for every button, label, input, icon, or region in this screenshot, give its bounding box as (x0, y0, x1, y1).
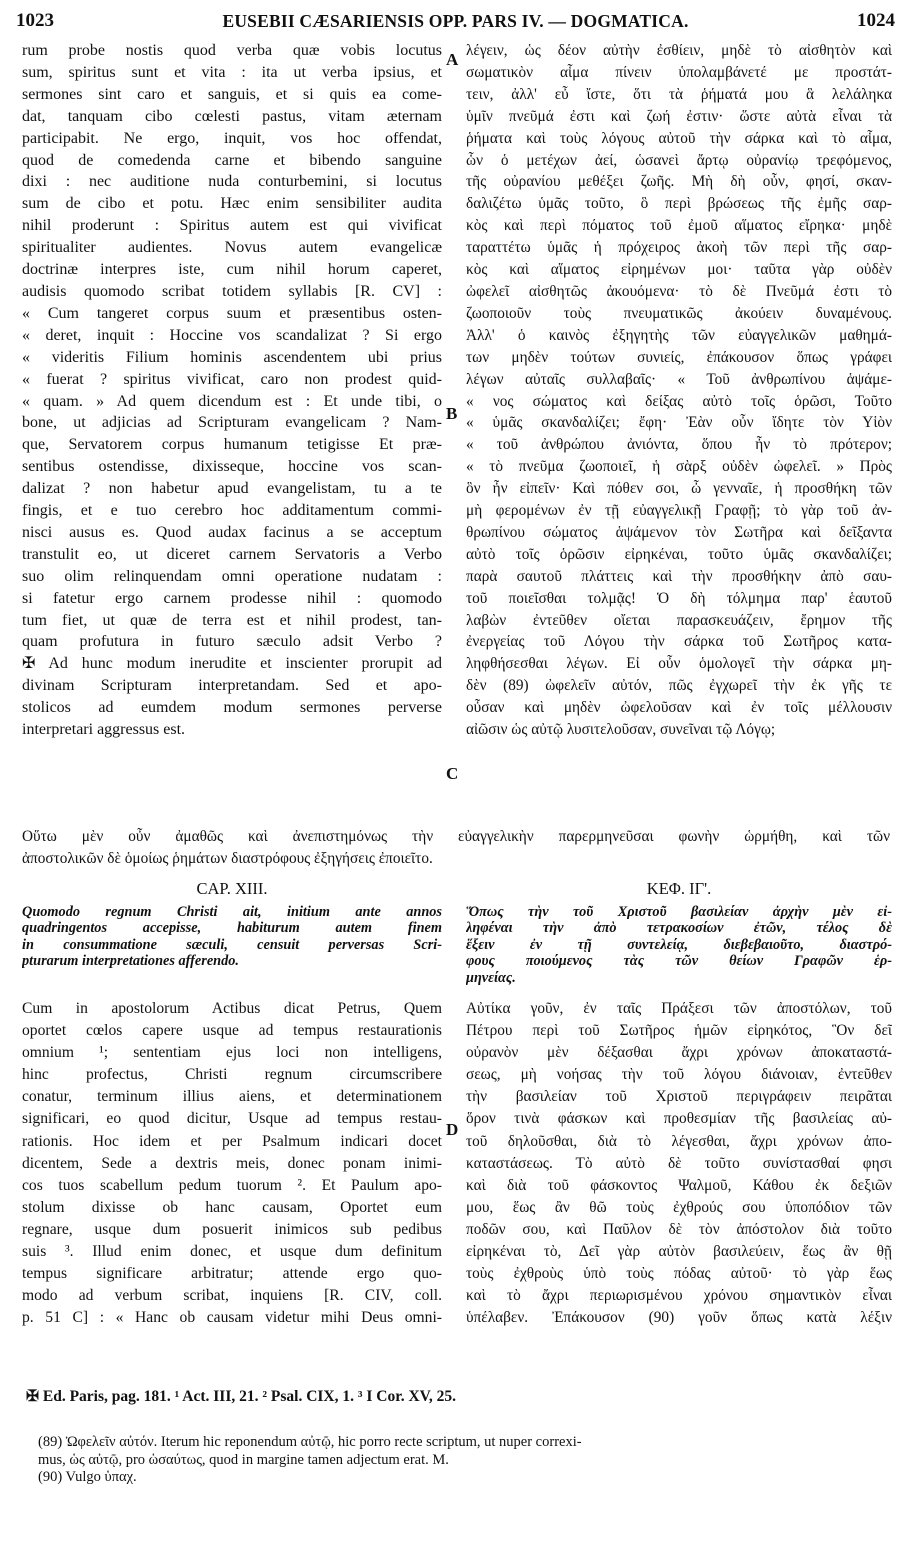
page-number-left: 1023 (16, 10, 54, 31)
text-line: quam profutura in futuro sæculo adsit Verbo ? (22, 633, 442, 651)
scripture-references: ✠ Ed. Paris, pag. 181. ¹ Act. III, 21. ² Psal. CIX, 1. ³ I Cor. XV, 25. (26, 1388, 456, 1405)
text-line: que, Servatorem corpus humanum tetigisse Et præ- (22, 436, 442, 454)
text-line: ὃν ἦν εἰπεῖν· Καὶ πόθεν σοι, ὦ γενναῖε, ἡ προσθήκη τῶν (466, 480, 892, 498)
text-line: si fatetur ergo carnem prodesse nihil : quomodo (22, 589, 442, 607)
text-line: Πέτρου περὶ τοῦ Σωτῆρος ἡμῶν εἰρηκότος, Ὃν δεῖ (466, 1022, 892, 1040)
text-line: regnare, usque dum posuerit inimicos sub pedibus (22, 1220, 442, 1238)
text-line: dixi : nec auditione nuda conturbemini, si locutus (22, 173, 442, 191)
text-line: ὅρον τινὰ φάσκων καὶ προθεσμίαν τῆς βασιλείας αὐ- (466, 1110, 892, 1128)
text-line: tum fiet, ut quæ de terra est et nihil prodest, tan- (22, 611, 442, 629)
text-line: ληφθήσεσθαι λέγων. Εἰ οὖν ὁμολογεῖ τὴν σάρκα μη- (466, 655, 892, 673)
text-line: τοῦ δηλοῦσθαι, διὰ τὸ λέγεσθαι, ἄχρι χρόνων ἀπο- (466, 1132, 892, 1150)
text-line: αὐτὸ τοῖς ὁρῶσιν εἰρηκέναι, τοῦτο ὑμᾶς σκανδαλίζει; (466, 545, 892, 563)
text-line: « videritis Filium hominis ascendentem ubi prius (22, 348, 442, 366)
text-line: ὑπέλαβεν. Ἐπάκουσον (90) γοῦν ὅπως κατὰ λέξιν (466, 1309, 892, 1327)
summary-line: pturarum interpretationes afferendo. (22, 953, 239, 970)
text-line: ✠ Ad hunc modum inerudite et inscienter prorupit ad (22, 655, 442, 673)
text-line: sentibus ostendisse, dixisseque, hoccine vos scan- (22, 458, 442, 476)
text-line: doctrinæ interpres iste, cum nihil horum caperet, (22, 261, 442, 279)
text-line: ῥήματα καὶ τοὺς λόγους αὐτοῦ τὴν σάρκα καὶ τὸ αἷμα, (466, 129, 892, 147)
text-line: « fuerat ? spiritus vivificat, caro non prodest quid- (22, 370, 442, 388)
chapter-heading-greek: ΚΕΦ. ΙΓ'. (646, 879, 712, 898)
text-line: αἰῶσιν ὡς αὐτῷ λυσιτελοῦσαν, συνεῖναι τῷ Λόγῳ; (466, 721, 776, 739)
summary-line: ἕξειν ἐν τῇ συντελείᾳ, διεβεβαιοῦτο, διαστρό- (466, 936, 892, 953)
text-line: stolicos ad eumdem modum sermones perverse (22, 699, 442, 717)
text-line: οὐρανὸν μὲν δέξασθαι ἄχρι χρόνων ἀποκαταστά- (466, 1044, 892, 1062)
text-line: transtulit eo, ut diceret carnem Servatoris a Verbo (22, 545, 442, 563)
latin-column-top (22, 40, 442, 741)
text-line: dalizat ? non habetur apud evangelistam, tu a te (22, 480, 442, 498)
text-line: λαβὼν ἐντεῦθεν οἴεται παρασκευάζειν, ἔρημον τῆς (466, 611, 892, 629)
text-line: « deret, inquit : Hoccine vos scandalizat ? Si ergo (22, 326, 442, 344)
text-line: μὴ φερομένων ἐν τῇ εὐαγγελικῇ Γραφῇ; τὸ γὰρ τοῦ ἀν- (466, 502, 892, 520)
margin-marker-a: A (446, 50, 459, 69)
text-line: σωματικὸν αἷμα πίνειν ὑπολαμβάνετέ με προστάτ- (466, 63, 892, 81)
text-line: « ὑμᾶς σκανδαλίζει; ἔφη· Ἐὰν οὖν ἴδητε τὸν Υἱὸν (466, 414, 892, 432)
footnotes (38, 1434, 888, 1487)
text-line: οὖσαν καὶ μηδὲν ὠφελοῦσαν καὶ ἐν τοῖς μέλλουσιν (466, 699, 892, 717)
text-line: bone, ut adjicias ad Scripturam evangelicam ? Nam- (22, 414, 442, 432)
text-line: « τὸ πνεῦμα ζωοποιεῖ, ἡ σὰρξ οὐδὲν ὠφελεῖ. » Πρὸς (466, 458, 892, 476)
text-line: των μηδὲν τούτων συνιείς, ἐπάκουσον ὅπως γράφει (466, 348, 892, 366)
text-line: suo olim relinquendam omni operatione nudatam : (22, 567, 442, 585)
text-line: ποδῶν σου, καὶ Παῦλον δὲ τὸν ἀπόστολον διὰ τοῦτο (466, 1220, 892, 1238)
greek-column-top (466, 40, 892, 741)
text-line: λέγων αὐταῖς συλλαβαῖς· « Τοῦ ἀνθρωπίνου ἁψάμε- (466, 370, 892, 388)
summary-line: quadringentos accepisse, habiturum autem finem (22, 920, 442, 937)
text-line: τοὺς ἐχθροὺς ὑπὸ τοὺς πόδας αὐτοῦ· τὸ γὰρ ἕως (466, 1265, 892, 1283)
text-line: cos tuos scabellum pedum tuorum ². Et Paulum apo- (22, 1176, 442, 1194)
text-line: ὧν ὁ μετέχων ἀεί, ὡσανεὶ ἄρτῳ οὐρανίῳ τρεφόμενος, (466, 151, 892, 169)
text-line: modo ad verbum scribat, inquiens [R. CIV, coll. (22, 1287, 442, 1305)
summary-line: μηνείας. (466, 969, 516, 986)
greek-full-width-text (22, 826, 890, 870)
text-line: ἐνεργείας τοῦ Λόγου τὴν σάρκα τοῦ Σωτῆρος κατα- (466, 633, 892, 651)
margin-marker-d: D (446, 1120, 459, 1139)
running-title: EUSEBII CÆSARIENSIS OPP. PARS IV. — DOGMATICA. (222, 11, 689, 31)
text-line: τοῦ ποιεῖσθαι τολμᾷς! Ὁ δὴ τόλμημα παρ' ἑαυτοῦ (466, 589, 892, 607)
text-line: ἀποστολικῶν δὲ ὁμοίως ῥημάτων διαστρόφους ἐξηγήσεις ἐποιεῖτο. (22, 850, 433, 867)
text-line: quod de comedenda carne et bibendo sanguine (22, 151, 442, 169)
text-line: εἰρηκέναι τὸ, Δεῖ γὰρ αὐτὸν βασιλεύειν, ἕως ἂν θῇ (466, 1243, 892, 1261)
footnote-line: (89) Ὠφελεῖν αὐτόν. Iterum hic reponendum αὐτῷ, hic porro recte scriptum, ut nuper correxi- (38, 1434, 582, 1450)
text-line: rum probe nostis quod verba quæ vobis locutus (22, 42, 442, 59)
text-line: dat, tanquam cibo cœlesti pastus, vitam æternam (22, 107, 442, 125)
text-line: spiritualiter audientes. Novus autem evangelicæ (22, 239, 442, 257)
text-line: ταραττέτω ὑμᾶς ἡ πρόχειρος ἀκοὴ τῶν περὶ τῆς σαρ- (466, 239, 892, 257)
text-line: suis ³. Illud enim donec, et usque dum definitum (22, 1243, 442, 1261)
chapter-heading-latin: CAP. XIII. (196, 879, 268, 898)
text-line: divinam Scripturam interpretandam. Sed et apo- (22, 677, 442, 695)
text-line: θρωπίνου σώματος ἁψάμενον τὸν Σωτῆρα καὶ δεῖξαντα (466, 523, 892, 541)
text-line: τειν, ἀλλ' εὖ ἴστε, ὅτι τὰ ῥήματά μου ἃ λελάληκα (466, 85, 892, 103)
text-line: oportet cœlos capere usque ad tempus restaurationis (22, 1022, 442, 1040)
margin-marker-b: B (446, 404, 458, 423)
text-line: sum de cibo et potu. Hæc enim sensibiliter audita (22, 195, 442, 213)
text-line: Cum in apostolorum Actibus dicat Petrus, Quem (22, 1000, 442, 1017)
text-line: rationis. Hoc idem et per Psalmum indicari docet (22, 1132, 442, 1150)
text-line: sermones sint caro et sanguis, et si quis ea come- (22, 85, 442, 103)
text-line: λέγειν, ὡς δέον αὐτὴν ἐσθίειν, μηδὲ τὸ αἰσθητὸν καὶ (466, 42, 892, 59)
text-line: fingis, et e tuo cerebro hoc additamentum commi- (22, 502, 442, 520)
text-line: sum, spiritus sunt et vita : ita ut verba ipsius, et (22, 63, 442, 81)
running-header (16, 10, 895, 36)
text-line: hinc profectus, Christi regnum circumscribere (22, 1066, 442, 1084)
text-line: audisis quomodo scribat totidem syllabis [R. CV] : (22, 282, 442, 300)
text-line: « quam. » Ad quem dicendum est : Et unde tibi, o (22, 392, 442, 410)
greek-column-bottom (466, 998, 892, 1329)
text-line: ὠφελεῖ αἰσθητῶς ἀκουόμενα· τὸ δὲ Πνεῦμά ἐστι τὸ (466, 282, 892, 300)
text-line: p. 51 C] : « Hanc ob causam videtur mihi Deus omni- (22, 1309, 442, 1327)
text-line: tempus significare arbitratur; attende ergo quo- (22, 1265, 442, 1283)
page-number-right: 1024 (857, 10, 895, 31)
text-line: omnium ¹; sententiam ejus loci non intelligens, (22, 1044, 442, 1062)
text-line: « Cum tangeret corpus suum et præsentibus osten- (22, 304, 442, 322)
latin-column-bottom (22, 998, 442, 1329)
footnote-line: (90) Vulgo ὑπαχ. (38, 1469, 137, 1485)
text-line: ὑμῖν πνεῦμά ἐστι καὶ ζωή ἐστιν· ὥστε αὐτὰ εἶναι τὰ (466, 107, 892, 125)
summary-line: ληφέναι τὴν ἀπὸ τετρακοσίων ἐτῶν, τέλος δὲ (466, 920, 892, 937)
chapter-summary-greek (466, 904, 892, 986)
text-line: ζωοποιοῦν τοὺς πνευματικῶς ἀκούειν δυναμένους. (466, 304, 892, 322)
text-line: κὸς καὶ αἵματος εἰρημένων μοι· ταῦτα γὰρ οὐδὲν (466, 261, 892, 279)
text-line: Αὐτίκα γοῦν, ἐν ταῖς Πράξεσι τῶν ἀποστόλων, τοῦ (466, 1000, 892, 1017)
text-line: καταστάσεως. Τὸ αὐτὸ δὲ τοῦτο συνίστασθαί φησι (466, 1154, 892, 1172)
text-line: Οὕτω μὲν οὖν ἀμαθῶς καὶ ἀνεπιστημόνως τὴν εὐαγγελικὴν παρερμηνεῦσαι φωνὴν ὡρμήθη, καὶ τῶν (22, 828, 890, 845)
text-line: Ἀλλ' ὁ καινὸς ἐξηγητὴς τῶν εὐαγγελικῶν μαθημά- (466, 326, 892, 344)
text-line: significari, eo quod dicitur, Usque ad tempus restau- (22, 1110, 442, 1128)
text-line: « νος σώματος καὶ δείξας αὐτὸ τοῖς ὁρῶσι, Τοῦτο (466, 392, 892, 410)
text-line: δὲν (89) ὠφελεῖν αὐτόν, πῶς ἐγχωρεῖ τὴν ἐκ γῆς τε (466, 677, 892, 695)
footnote-line: mus, ὡς αὐτῷ, pro ὡσαύτως, quod in margine tamen adjectum erat. M. (38, 1451, 449, 1468)
text-line: τὴν βασιλείαν τοῦ Χριστοῦ περιγράφειν πειρᾶται (466, 1088, 892, 1106)
text-line: stolum dixisse ob hanc causam, Oportet eum (22, 1198, 442, 1216)
text-line: καὶ τὸ ἄχρι περιωρισμένου χρόνου σημαντικὸν εἶναι (466, 1287, 892, 1305)
text-line: μου, ἕως ἂν θῶ τοὺς ἐχθρούς σου ὑποπόδιον τῶν (466, 1198, 892, 1216)
text-line: παρὰ σαυτοῦ πλάττεις καὶ τὴν προσθήκην ἀπὸ σαυ- (466, 567, 892, 585)
text-line: κὸς καὶ περὶ πόματος τοῦ ἐμοῦ αἵματος εἴρηκα· μηδὲ (466, 217, 892, 235)
summary-line: in consummatione sæculi, censuit perversas Scri- (22, 936, 442, 953)
text-line: σεως, μὴ νοήσας τὴν τοῦ λόγου διάνοιαν, ἐντεῦθεν (466, 1066, 892, 1084)
text-line: participabit. Ne ergo, inquit, vos hoc offendat, (22, 129, 442, 147)
text-line: nisci ausus es. Quod audax facinus a se acceptum (22, 523, 442, 541)
text-line: interpretari aggressus est. (22, 721, 186, 739)
text-line: conatur, terminum illius aiens, et determinationem (22, 1088, 442, 1106)
text-line: καὶ διὰ τοῦ φάσκοντος Ψαλμοῦ, Κάθου ἐκ δεξιῶν (466, 1176, 892, 1194)
text-line: τῆς οὐρανίου μεθέξει ζωῆς. Μὴ δὴ οὖν, φησί, σκαν- (466, 173, 892, 191)
summary-line: Quomodo regnum Christi ait, initium ante annos (22, 904, 442, 920)
margin-marker-c: C (446, 764, 459, 783)
text-line: « τοῦ ἀνθρώπου ἀνιόντα, ὅπου ἦν τὸ πρότερον; (466, 436, 892, 454)
summary-line: φους ποιούμενος τὰς τῶν θείων Γραφῶν ἑρ- (466, 953, 892, 970)
chapter-summary-latin (22, 904, 442, 970)
summary-line: Ὅπως τὴν τοῦ Χριστοῦ βασιλείαν ἀρχὴν μὲν εἰ- (466, 904, 892, 920)
text-line: δαλιζέτω ὑμᾶς τοῦτο, ὃ περὶ βρώσεως τῆς ἐμῆς σαρ- (466, 195, 892, 213)
text-line: nihil proderunt : Spiritus autem est qui vivificat (22, 217, 442, 235)
text-line: dicentem, Sede a dextris meis, donec ponam inimi- (22, 1154, 442, 1172)
